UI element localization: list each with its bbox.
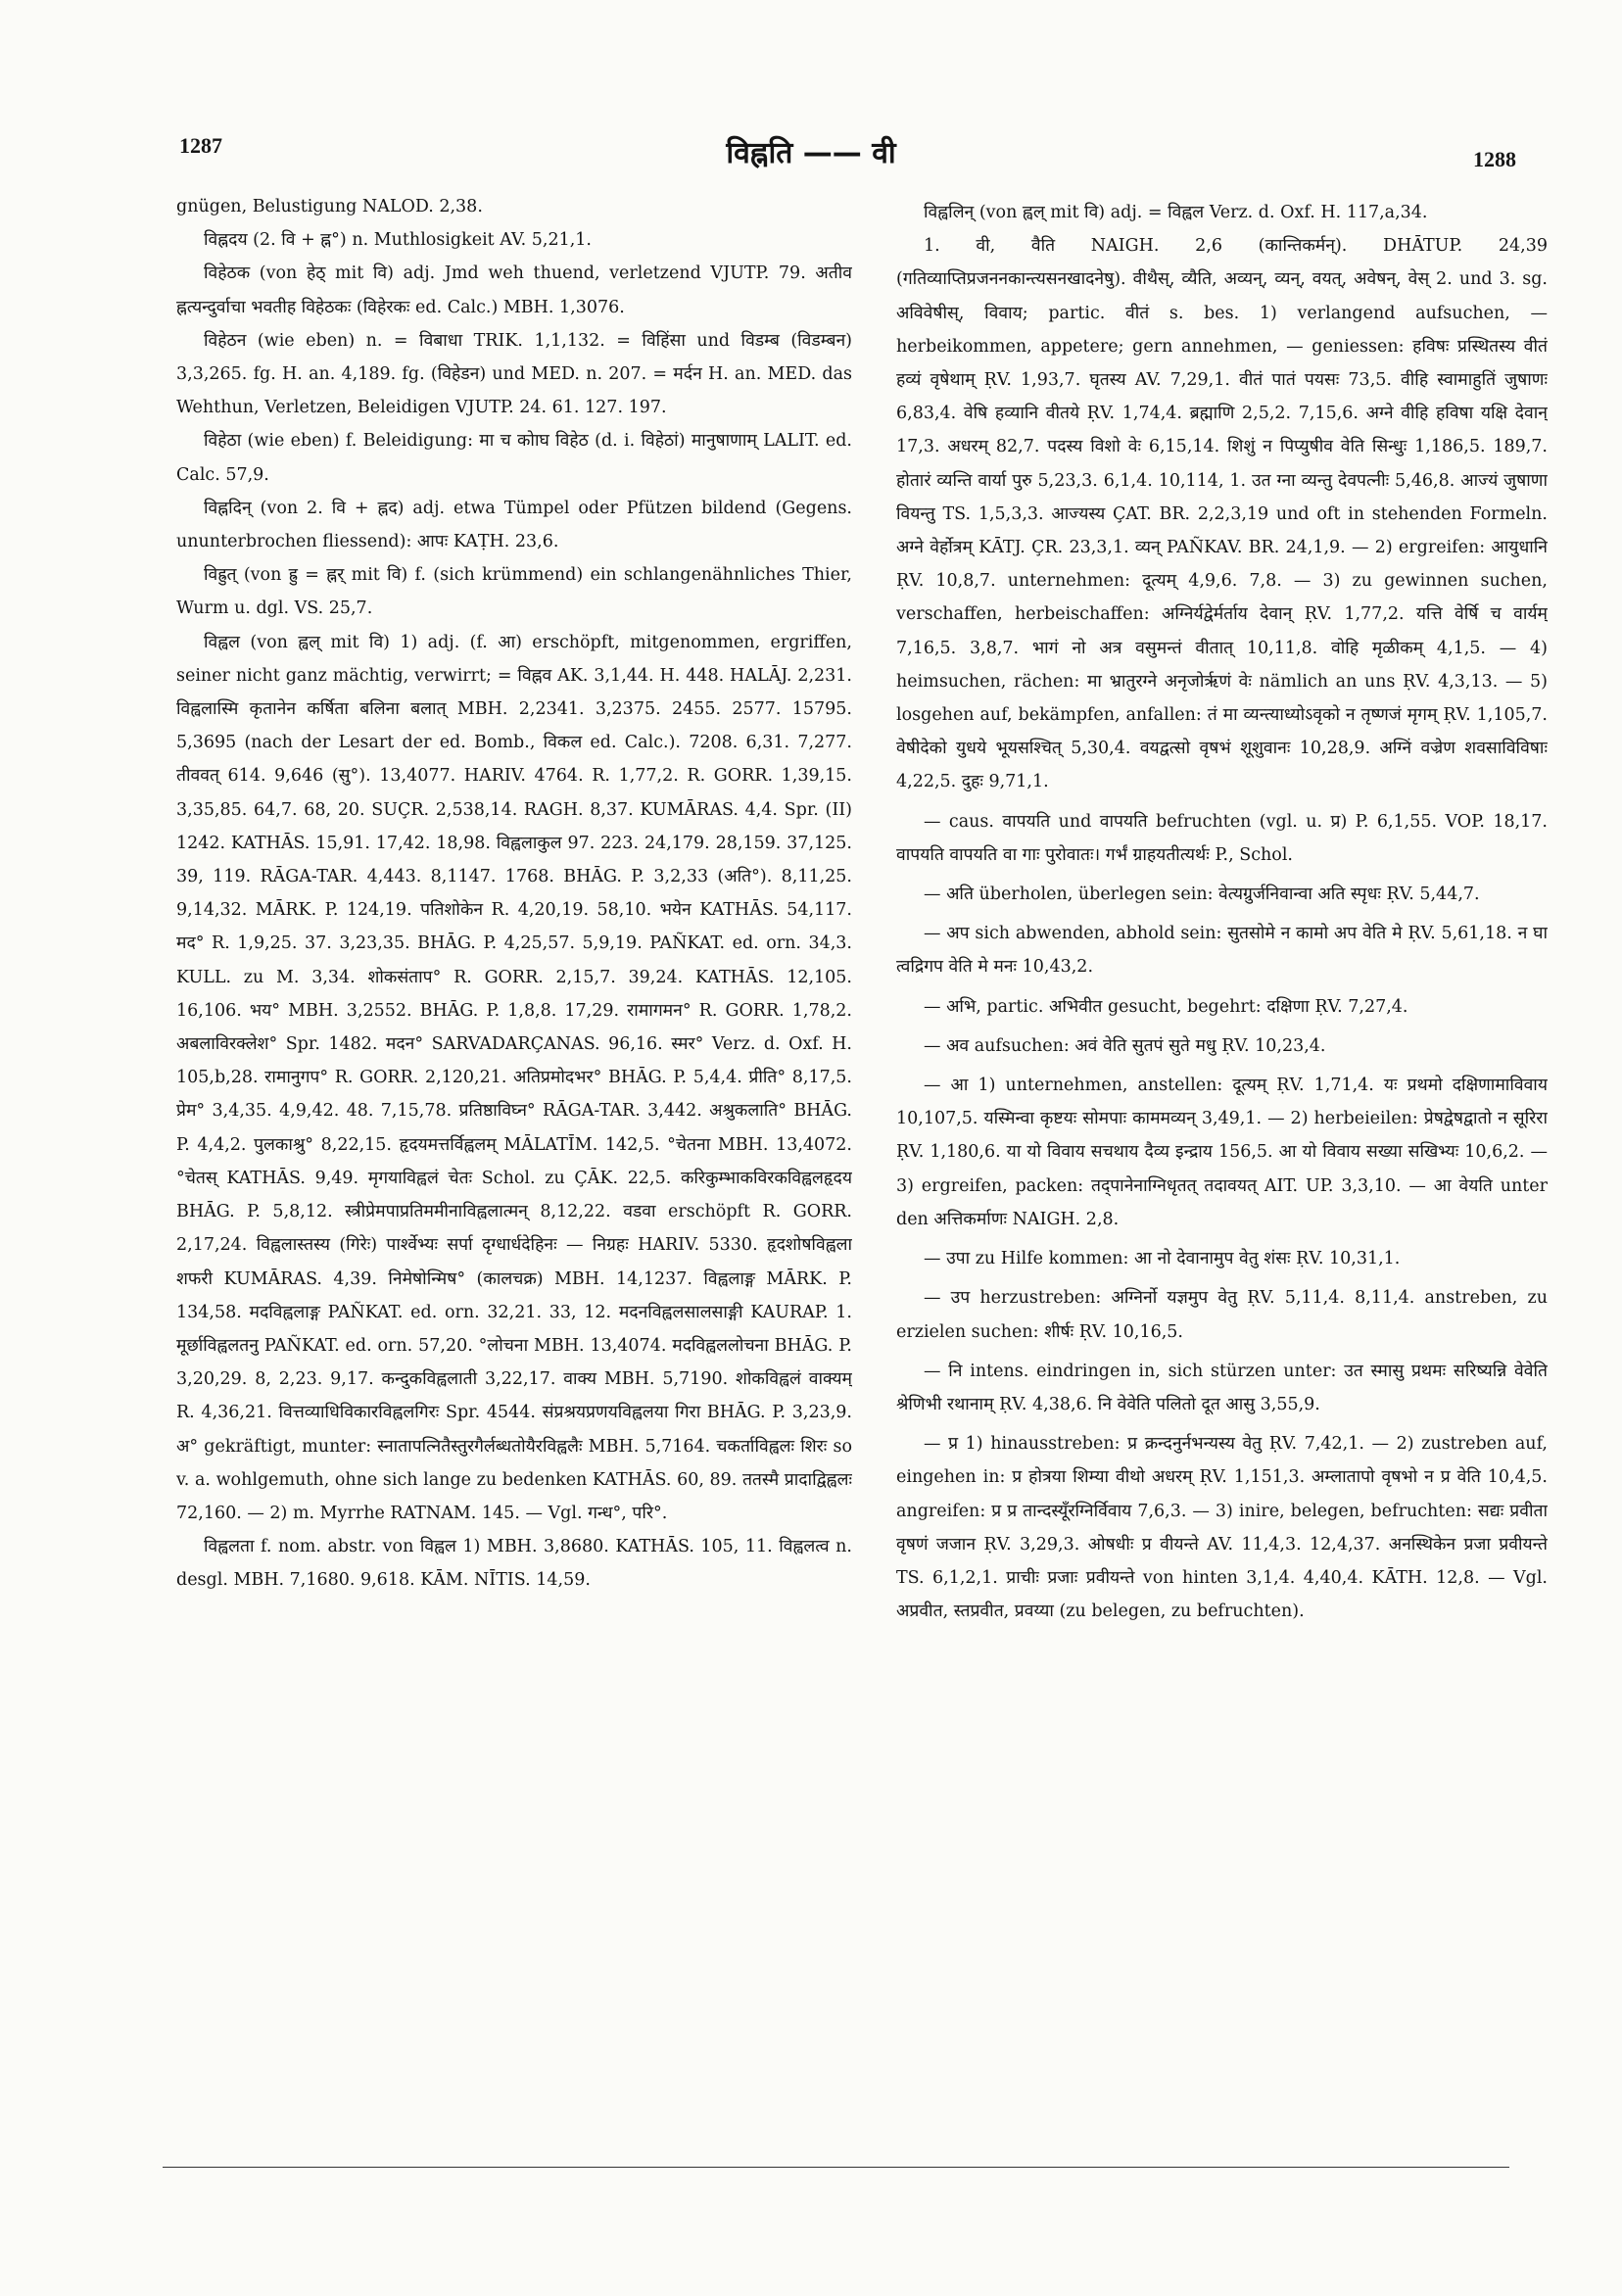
- dictionary-entry: विह्नदय (2. वि + ह्न°) n. Muthlosigkeit AV. 5,21,1.: [204, 230, 592, 251]
- running-head: विह्नति —— वी: [726, 136, 896, 170]
- dictionary-entry: — नि intens. eindringen in, sich stürzen unter: उत स्मासु प्रथमः सरिष्यन्नि वेवेति श्रेणिभी रथानाम् ṚV. 4,38,6. नि वेवेति पलितो दूत आसु 3,55,9.: [896, 1361, 1548, 1414]
- dictionary-entry: विह्वलता f. nom. abstr. von विह्वल 1) MBH. 3,8680. KATHĀS. 105, 11. विह्वलत्व n. desgl. MBH. 7,1680. 9,618. KĀM. NĪTIS. 14,59.: [176, 1537, 852, 1591]
- dictionary-entry: — आ 1) unternehmen, anstellen: दूत्यम् ṚV. 1,71,4. यः प्रथमो दक्षिणामाविवाय 10,107,5. यस्मिन्वा कृष्टयः सोमपाः काममव्यन् 3,49,1. — 2) herbeieilen: प्रेषद्वेषद्वातो न सूरिरा ṚV. 1,180,6. या यो विवाय सचथाय दैव्य इन्द्राय 156,5. आ यो विवाय सख्या सखिभ्यः 10,6,2. — 3) ergreifen, packen: तद्पानेनाग्निधृतत् तदावयत् AIT. UP. 3,3,10. — आ वेयति unter den अत्तिकर्माणः NAIGH. 2,8.: [896, 1076, 1548, 1229]
- dictionary-entry: विहेठन (wie eben) n. = विबाधा TRIK. 1,1,132. = विहिंसा und विडम्ब (विडम्बन) 3,3,265. fg. H. an. 4,189. fg. (विहेडन) und MED. n. 207. = मर्दन H. an. MED. das Wehthun, Verletzen, Beleidigen VJUTP. 24. 61. 127. 197.: [176, 330, 852, 418]
- dictionary-entry: 1. वी, वैति NAIGH. 2,6 (कान्तिकर्मन्). DHĀTUP. 24,39 (गतिव्याप्तिप्रजननकान्त्यसनखादनेषु). वीथैस्, व्यैति, अव्यन्, व्यन्, वयत्, अवेषन्, वेस् 2. und 3. sg. अविवेषीस्, विवाय; partic. वीतं s. bes. 1) verlangend aufsuchen, — herbeikommen, appetere; gern annehmen, — geniessen: हविषः प्रस्थितस्य वीतं हव्यं वृषेथाम् ṚV. 1,93,7. घृतस्य AV. 7,29,1. वीतं पातं पयसः 73,5. वीहि स्वामाहुतिं जुषाणः 6,83,4. वेषि हव्यानि वीतये ṚV. 1,74,4. ब्रह्माणि 2,5,2. 7,15,6. अग्ने वीहि हविषा यक्षि देवान् 17,3. अधरम् 82,7. पदस्य विशो वेः 6,15,14. शिशुं न पिप्युषीव वेति सिन्धुः 1,186,5. 189,7. होतारं व्यन्ति वार्या पुरु 5,23,3. 6,1,4. 10,114, 1. उत ग्ना व्यन्तु देवपत्नीः 5,46,8. आज्यं जुषाणा वियन्तु TS. 1,5,3,3. आज्यस्य ÇAT. BR. 2,2,3,19 und oft in stehenden Formeln. अग्ने वेर्होत्रम् KĀTJ. ÇR. 23,3,1. व्यन् PAÑKAV. BR. 24,1,9. — 2) ergreifen: आयुधानि ṚV. 10,8,7. unternehmen: दूत्यम् 4,9,6. 7,8. — 3) zu gewinnen suchen, verschaffen, herbeischaffen: अग्निर्यद्वेर्मर्ताय देवान् ṚV. 1,77,2. यत्ति वेर्षि च वार्यम् 7,16,5. 3,8,7. भागं नो अत्र वसुमन्तं वीतात् 10,11,8. वोहि मृळीकम् 4,1,5. — 4) heimsuchen, rächen: मा भ्रातुरग्ने अनृजोर्ऋणं वेः nämlich an uns ṚV. 4,3,13. — 5) losgehen auf, bekämpfen, anfallen: तं मा व्यन्त्याध्योऽवृको न तृष्णजं मृगम् ṚV. 1,105,7. वेषीदेको युधये भूयसश्चित् 5,30,4. वयद्वत्सो वृषभं शूशुवानः 10,28,9. अग्निं वज्रेण शवसाविविषाः 4,22,5. दुहः 9,71,1.: [896, 236, 1548, 792]
- page-number-left: 1287: [179, 133, 222, 158]
- dictionary-entry: — अति überholen, überlegen sein: वेत्यग्रुर्जनिवान्वा अति स्पृधः ṚV. 5,44,7.: [924, 885, 1480, 905]
- dictionary-entry: — अभि, partic. अभिवीत gesucht, begehrt: दक्षिणा ṚV. 7,27,4.: [924, 996, 1408, 1017]
- dictionary-entry: — अप sich abwenden, abhold sein: सुतसोमे न कामो अप वेति मे ṚV. 5,61,18. न घा त्वद्रिगप वेति मे मनः 10,43,2.: [896, 924, 1548, 978]
- right-column: [896, 196, 1548, 2057]
- dictionary-entry: — अव aufsuchen: अवं वेति सुतपं सुते मधु ṚV. 10,23,4.: [924, 1035, 1326, 1056]
- dictionary-entry: विह्वलिन् (von ह्वल् mit वि) adj. = विह्वल Verz. d. Oxf. H. 117,a,34.: [924, 203, 1428, 222]
- bottom-rule: [163, 2167, 1509, 2168]
- dictionary-entry: — उप herzustreben: अग्निर्नो यज्ञमुप वेतु ṚV. 5,11,4. 8,11,4. anstreben, zu erzielen suchen: शीर्षः ṚV. 10,16,5.: [896, 1288, 1548, 1342]
- dictionary-entry: — उपा zu Hilfe kommen: आ नो देवानामुप वेतु शंसः ṚV. 10,31,1.: [924, 1249, 1401, 1269]
- dictionary-entry: gnügen, Belustigung NALOD. 2,38.: [176, 197, 483, 216]
- dictionary-entry: विह्वल (von ह्वल् mit वि) 1) adj. (f. आ) erschöpft, mitgenommen, ergriffen, seiner nicht ganz mächtig, verwirrt; = विह्नव AK. 3,1,44. H. 448. HALĀJ. 2,231. विह्वलास्मि कृतानेन कर्षिता बलिना बलात् MBH. 2,2341. 3,2375. 2455. 2577. 15795. 5,3695 (nach der Lesart der ed. Bomb., विकल ed. Calc.). 7208. 6,31. 7,277. तीववत् 614. 9,646 (सु°). 13,4077. HARIV. 4764. R. 1,77,2. R. GORR. 1,39,15. 3,35,85. 64,7. 68, 20. SUÇR. 2,538,14. RAGH. 8,37. KUMĀRAS. 4,4. Spr. (II) 1242. KATHĀS. 15,91. 17,42. 18,98. विह्वलाकुल 97. 223. 24,179. 28,159. 37,125. 39, 119. RĀGA-TAR. 4,443. 8,1147. 1768. BHĀG. P. 3,2,33 (अति°). 8,11,25. 9,14,32. MĀRK. P. 124,19. पतिशोकेन R. 4,20,19. 58,10. भयेन KATHĀS. 54,117. मद° R. 1,9,25. 37. 3,23,35. BHĀG. P. 4,25,57. 5,9,19. PAÑKAT. ed. orn. 34,3. KULL. zu M. 3,34. शोकसंताप° R. GORR. 2,15,7. 39,24. KATHĀS. 12,105. 16,106. भय° MBH. 3,2552. BHĀG. P. 1,8,8. 17,29. रामागमन° R. GORR. 1,78,2. अबलाविरक्लेश° Spr. 1482. मदन° SARVADARÇANAS. 96,16. स्मर° Verz. d. Oxf. H. 105,b,28. रामानुगप° R. GORR. 2,120,21. अतिप्रमोदभर° BHĀG. P. 5,4,4. प्रीति° 8,17,5. प्रेम° 3,4,35. 4,9,42. 48. 7,15,78. प्रतिष्ठाविघ्न° RĀGA-TAR. 3,442. अश्रुकलाति° BHĀG. P. 4,4,2. पुलकाश्रु° 8,22,15. हृदयमत्तर्विह्वलम् MĀLATĪM. 142,5. °चेतना MBH. 13,4072. °चेतस् KATHĀS. 9,49. मृगयाविह्वलं चेतः Schol. zu ÇĀK. 22,5. करिकुम्भाकविरकविह्वलहृदय BHĀG. P. 5,8,12. स्त्रीप्रेमपाप्रतिममीनाविह्वलात्मन् 8,12,22. वडवा erschöpft R. GORR. 2,17,24. विह्वलास्तस्य (गिरेः) पार्श्वेभ्यः सर्पा दृग्धार्धदेहिनः — निग्रहः HARIV. 5330. हृदशोषविह्वला शफरी KUMĀRAS. 4,39. निमेषोन्मिष° (कालचक्र) MBH. 14,1237. विह्वलाङ्ग MĀRK. P. 134,58. मदविह्वलाङ्ग PAÑKAT. ed. orn. 32,21. 33, 12. मदनविह्वलसालसाङ्गी KAURAP. 1. मूर्छाविह्वलतनु PAÑKAT. ed. orn. 57,20. °लोचना MBH. 13,4074. मदविह्वललोचना BHĀG. P. 3,20,29. 8, 2,23. 9,17. कन्दुकविह्वलाती 3,22,17. वाक्य MBH. 5,7190. शोकविह्वलं वाक्यम् R. 4,36,21. वित्तव्याधिविकारविह्वलगिरः Spr. 4544. संप्रश्रयप्रणयविह्वलया गिरा BHĀG. P. 3,23,9. अ° gekräftigt, munter: स्नातापत्नितैस्तुरगैर्लब्धतोयैरविह्वलैः MBH. 5,7164. चकर्ताविह्वलः शिरः so v. a. wohlgemuth, ohne sich lange zu bedenken KATHĀS. 60, 89. ततस्मै प्रादाद्विह्वलः 72,160. — 2) m. Myrrhe RATNAM. 145. — Vgl. गन्ध°, परि°.: [176, 632, 852, 1523]
- page-number-right: 1288: [1473, 147, 1516, 171]
- dictionary-entry: विह्नदिन् (von 2. वि + ह्नद) adj. etwa Tümpel oder Pfützen bildend (Gegens. ununterbrochen fliessend): आपः KAṬH. 23,6.: [176, 498, 852, 552]
- dictionary-entry: — प्र 1) hinausstreben: प्र क्रन्दनुर्नभन्यस्य वेतु ṚV. 7,42,1. — 2) zustreben auf, eingehen in: प्र होत्रया शिम्या वीथो अधरम् ṚV. 1,151,3. अम्लातापो वृषभो न प्र वेति 10,4,5. angreifen: प्र प्र तान्दस्यूँरग्निर्विवाय 7,6,3. — 3) inire, belegen, befruchten: सद्यः प्रवीता वृषणं जजान ṚV. 3,29,3. ओषधीः प्र वीयन्ते AV. 11,4,3. 12,4,37. अनस्थिकेन प्रजा प्रवीयन्ते TS. 6,1,2,1. प्राचीः प्रजाः प्रवीयन्ते von hinten 3,1,4. 4,40,4. KĀTH. 12,8. — Vgl. अप्रवीत, स्तप्रवीत, प्रवय्या (zu belegen, zu befruchten).: [896, 1434, 1548, 1622]
- dictionary-entry: — caus. वापयति und वापयति befruchten (vgl. u. प्र) P. 6,1,55. VOP. 18,17. वापयति वापयति वा गाः पुरोवातः। गर्भं ग्राहयतीत्यर्थः P., Schol.: [896, 811, 1548, 865]
- dictionary-entry: विहेठक (von हेठ् mit वि) adj. Jmd weh thuend, verletzend VJUTP. 79. अतीव ह्नत्यन्दुर्वाचा भवतीह विहेठकः (विहेरकः ed. Calc.) MBH. 1,3076.: [176, 263, 852, 317]
- left-column: [176, 190, 852, 2051]
- dictionary-entry: विहेठा (wie eben) f. Beleidigung: मा च कोाघ विहेठ (d. i. विहेठां) मानुषाणाम् LALIT. ed. Calc. 57,9.: [176, 431, 852, 485]
- dictionary-entry: विह्रुत् (von ह्रु = ह्नर् mit वि) f. (sich krümmend) ein schlangenähnliches Thier, Wurm u. dgl. VS. 25,7.: [176, 565, 852, 619]
